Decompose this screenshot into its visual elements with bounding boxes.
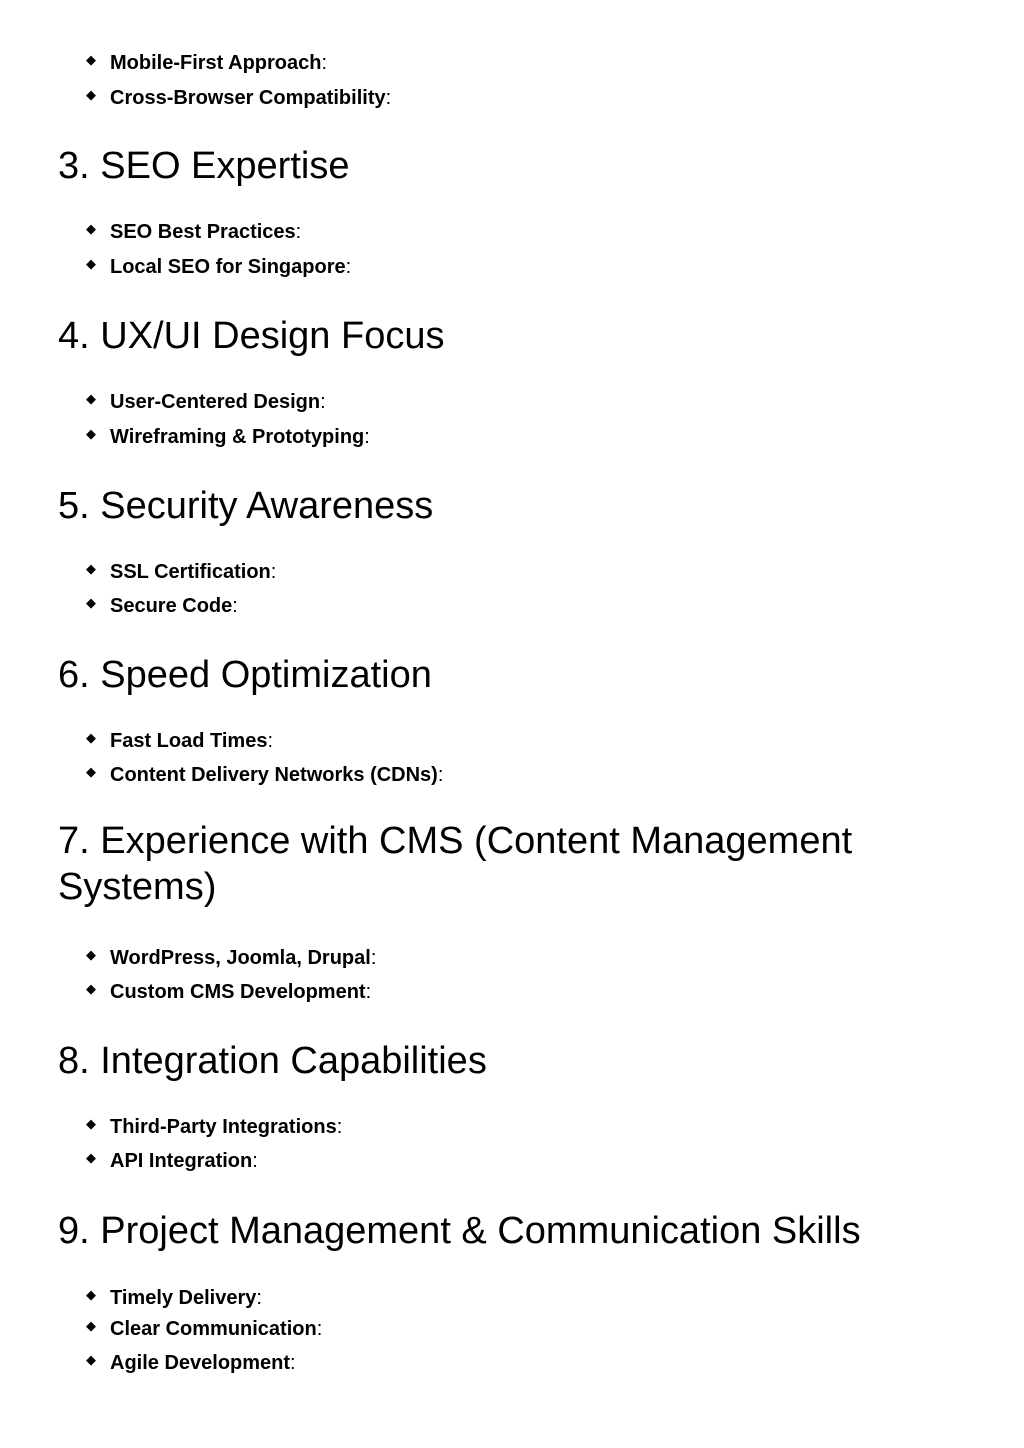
list-item-term: Secure Code [110, 595, 233, 617]
list-item-suffix: : [345, 256, 352, 278]
list-item-term: Wireframing & Prototyping [110, 426, 365, 448]
list-item [0, 944, 900, 972]
list-item [0, 1315, 900, 1343]
list-item-suffix: : [316, 1318, 323, 1340]
bullet-icon: ◆ [86, 391, 96, 406]
list-item [0, 558, 900, 586]
bullet-icon: ◆ [86, 87, 96, 102]
list-item [0, 978, 900, 1006]
bullet-icon: ◆ [86, 52, 96, 67]
bullet-icon: ◆ [86, 256, 96, 271]
list-item [0, 1349, 900, 1377]
list-item [0, 388, 900, 416]
list-item-suffix: : [321, 52, 328, 74]
list-item-term: Agile Development [110, 1352, 291, 1374]
list-item [0, 1284, 900, 1312]
bullet-icon: ◆ [86, 221, 96, 236]
list-item-suffix: : [295, 221, 302, 243]
list-item [0, 592, 900, 620]
bullet-icon: ◆ [86, 561, 96, 576]
bullet-icon: ◆ [86, 730, 96, 745]
list-item-suffix: : [385, 87, 392, 109]
list-item-suffix: : [320, 391, 326, 413]
section-heading: 8. Integration Capabilities [58, 1040, 487, 1082]
list-item-suffix: : [270, 561, 277, 583]
bullet-icon: ◆ [86, 1352, 96, 1367]
list-item [0, 727, 900, 755]
section-heading: 3. SEO Expertise [58, 145, 350, 187]
list-item-suffix: : [256, 1287, 262, 1309]
list-item-suffix: : [267, 730, 274, 752]
section-heading: 5. Security Awareness [58, 485, 434, 527]
list-item-suffix: : [365, 981, 372, 1003]
section-heading: 4. UX/UI Design Focus [58, 315, 445, 357]
list-item [0, 49, 900, 77]
bullet-icon: ◆ [86, 947, 96, 962]
list-item-suffix: : [290, 1352, 296, 1374]
list-item-term: Clear Communication [110, 1318, 317, 1340]
list-item-term: User-Centered Design [110, 391, 321, 413]
list-item-term: WordPress, Joomla, Drupal [110, 947, 371, 969]
list-item-suffix: : [232, 595, 238, 617]
bullet-icon: ◆ [86, 1116, 96, 1131]
list-item-suffix: : [252, 1150, 258, 1172]
list-item-suffix: : [370, 947, 377, 969]
bullet-icon: ◆ [86, 595, 96, 610]
list-item [0, 423, 900, 451]
list-item-suffix: : [437, 764, 444, 786]
bullet-icon: ◆ [86, 764, 96, 779]
bullet-icon: ◆ [86, 981, 96, 996]
list-item [0, 253, 900, 281]
list-item [0, 84, 900, 112]
list-item-term: Custom CMS Development [110, 981, 366, 1003]
list-item-suffix: : [336, 1116, 343, 1138]
list-item [0, 218, 900, 246]
list-item-term: Cross-Browser Compatibility [110, 87, 386, 109]
list-item-term: SSL Certification [110, 561, 271, 583]
list-item-term: SEO Best Practices [110, 221, 296, 243]
list-item-term: Content Delivery Networks (CDNs) [110, 764, 438, 786]
section-heading: 9. Project Management & Communication Skills [58, 1210, 861, 1252]
bullet-icon: ◆ [86, 1150, 96, 1165]
list-item-suffix: : [364, 426, 370, 448]
list-item-term: Local SEO for Singapore [110, 256, 346, 278]
bullet-icon: ◆ [86, 426, 96, 441]
list-item-term: Mobile-First Approach [110, 52, 322, 74]
section-heading: 6. Speed Optimization [58, 654, 432, 696]
section-heading: 7. Experience with CMS (Content Management Systems) [58, 820, 853, 908]
list-item-term: Fast Load Times [110, 730, 268, 752]
bullet-icon: ◆ [86, 1318, 96, 1333]
list-item-term: Third-Party Integrations [110, 1116, 337, 1138]
list-item [0, 761, 900, 789]
list-item-term: API Integration [110, 1150, 253, 1172]
list-item-term: Timely Delivery [110, 1287, 257, 1309]
list-item [0, 1113, 900, 1141]
bullet-icon: ◆ [86, 1287, 96, 1302]
list-item [0, 1147, 900, 1175]
